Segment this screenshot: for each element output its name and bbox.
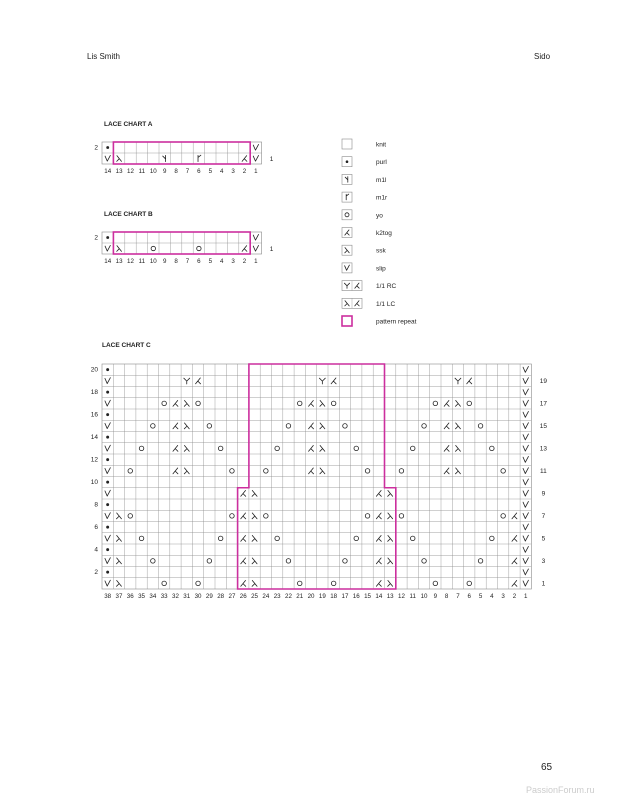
legend-label: purl [376, 159, 387, 167]
legend-item-m1l [342, 174, 387, 184]
legend-item-purl [342, 157, 387, 167]
stitch-number: 1 [254, 258, 258, 265]
row-label-right: 1 [269, 156, 274, 163]
stitch-number: 12 [398, 593, 405, 600]
symbol-purl [106, 458, 109, 461]
stitch-number: 3 [231, 258, 235, 265]
symbol-purl [106, 413, 109, 416]
purl-dot [346, 160, 349, 163]
row-label-left: 6 [94, 524, 98, 531]
legend-item-rc [342, 281, 397, 291]
legend-item-ssk [342, 245, 387, 255]
stitch-number: 28 [217, 593, 225, 600]
legend-label: m1l [376, 176, 387, 184]
stitch-number: 9 [162, 168, 167, 175]
legend-item-m1r [342, 192, 388, 202]
stitch-number: 6 [197, 258, 201, 265]
stitch-number: 13 [115, 168, 123, 175]
row-label-left: 18 [90, 389, 98, 396]
stitch-number: 4 [219, 258, 224, 265]
row-label-left: 2 [94, 234, 98, 242]
legend-item-slip [342, 263, 386, 273]
row-label-right: 11 [540, 467, 547, 475]
lace-chart-c [91, 364, 548, 600]
stitch-number: 15 [364, 593, 371, 600]
symbol-purl [106, 503, 109, 506]
author-name: Lis Smith [87, 52, 120, 61]
stitch-number: 37 [115, 593, 123, 600]
legend-label: slip [376, 265, 386, 273]
symbol-purl [346, 160, 349, 163]
row-label-right: 19 [539, 377, 548, 385]
stitch-number: 2 [512, 593, 517, 600]
row-label-right: 7 [541, 512, 546, 520]
legend-label: k2tog [376, 230, 392, 237]
stitch-number: 2 [242, 258, 247, 265]
stitch-number: 4 [490, 593, 494, 600]
legend-item-repeat [342, 316, 417, 326]
page-number: 65 [541, 762, 553, 773]
stitch-number: 32 [172, 593, 179, 600]
symbol-purl [106, 548, 109, 551]
row-label-left: 20 [90, 366, 98, 374]
row-label-right: 17 [539, 400, 548, 408]
row-label-left: 4 [94, 546, 98, 554]
purl-dot [106, 146, 109, 149]
purl-dot [106, 526, 109, 529]
symbol-purl [106, 436, 109, 439]
legend-label: 1/1 RC [376, 283, 397, 291]
row-label-left: 2 [94, 569, 98, 576]
stitch-number: 27 [228, 593, 236, 600]
stitch-number: 33 [160, 593, 168, 600]
purl-dot [106, 503, 109, 506]
stitch-number: 1 [254, 168, 258, 175]
stitch-number: 19 [318, 593, 326, 600]
stitch-number: 10 [149, 168, 157, 175]
stitch-number: 7 [456, 593, 460, 600]
watermark: PassionForum.ru [526, 785, 595, 795]
chart-b-title: LACE CHART B [104, 211, 153, 218]
stitch-number: 8 [174, 168, 178, 175]
stitch-number: 8 [444, 593, 449, 600]
stitch-number: 18 [330, 593, 338, 600]
purl-dot [106, 458, 109, 461]
row-label-right: 15 [539, 422, 548, 430]
stitch-number: 13 [386, 593, 394, 600]
stitch-number: 4 [219, 168, 224, 175]
row-label-left: 14 [90, 434, 98, 441]
row-label-left: 12 [90, 456, 98, 464]
stitch-number: 11 [409, 593, 416, 600]
stitch-number: 31 [183, 593, 191, 600]
stitch-number: 5 [208, 258, 213, 265]
stitch-number: 14 [104, 168, 112, 175]
stitch-number: 5 [478, 593, 483, 600]
stitch-number: 11 [138, 258, 146, 265]
stitch-number: 1 [524, 593, 528, 600]
chart-a-title: LACE CHART A [104, 121, 153, 128]
symbol-purl [106, 368, 109, 371]
purl-dot [106, 236, 109, 239]
row-label-right: 1 [541, 580, 546, 588]
legend-swatch [342, 192, 352, 202]
purl-dot [106, 481, 109, 484]
row-label-left: 2 [94, 144, 98, 152]
stitch-number: 35 [138, 593, 145, 600]
lace-chart-a [94, 142, 273, 175]
stitch-number: 9 [162, 258, 167, 265]
row-label-right: 9 [541, 490, 546, 498]
stitch-number: 2 [242, 168, 247, 175]
stitch-number: 8 [174, 258, 178, 265]
legend [342, 139, 417, 326]
stitch-number: 34 [149, 593, 157, 600]
symbol-purl [106, 391, 109, 394]
symbol-purl [106, 146, 109, 149]
stitch-number: 3 [501, 593, 505, 600]
stitch-number: 14 [375, 593, 383, 600]
stitch-number: 7 [185, 258, 190, 265]
legend-item-lc [342, 298, 395, 308]
symbol-purl [106, 236, 109, 239]
stitch-number: 36 [126, 593, 134, 600]
row-label-right: 1 [269, 246, 274, 253]
stitch-number: 26 [239, 593, 247, 600]
row-label-right: 5 [541, 535, 546, 543]
stitch-number: 5 [208, 168, 213, 175]
symbol-purl [106, 481, 109, 484]
legend-swatch [342, 263, 352, 273]
stitch-number: 25 [251, 593, 258, 600]
stitch-number: 17 [341, 593, 349, 600]
stitch-number: 6 [197, 168, 201, 175]
legend-label: pattern repeat [376, 318, 417, 326]
legend-item-knit [342, 139, 386, 149]
stitch-number: 22 [285, 593, 292, 600]
row-label-left: 10 [90, 479, 98, 486]
stitch-number: 30 [194, 593, 202, 600]
stitch-number: 14 [104, 258, 112, 265]
stitch-number: 12 [127, 168, 134, 175]
legend-label: 1/1 LC [376, 300, 396, 308]
stitch-number: 12 [127, 258, 134, 265]
stitch-number: 10 [420, 593, 428, 600]
stitch-number: 3 [231, 168, 235, 175]
purl-dot [106, 436, 109, 439]
stitch-number: 9 [433, 593, 438, 600]
purl-dot [106, 368, 109, 371]
row-label-left: 8 [94, 501, 98, 509]
pattern-title: Sido [534, 52, 551, 61]
purl-dot [106, 571, 109, 574]
stitch-number: 24 [262, 593, 270, 600]
stitch-number: 13 [115, 258, 123, 265]
stitch-number: 20 [307, 593, 315, 600]
stitch-number: 10 [149, 258, 157, 265]
stitch-number: 6 [467, 593, 471, 600]
chart-c-title: LACE CHART C [102, 342, 151, 349]
legend-swatch [342, 210, 352, 220]
legend-swatch [342, 139, 352, 149]
purl-dot [106, 391, 109, 394]
lace-chart-b [94, 232, 273, 265]
stitch-number: 7 [185, 168, 190, 175]
symbol-purl [106, 571, 109, 574]
stitch-number: 16 [352, 593, 360, 600]
symbol-purl [106, 526, 109, 529]
stitch-number: 23 [273, 593, 281, 600]
stitch-number: 38 [104, 593, 112, 600]
legend-label: yo [376, 212, 383, 220]
legend-item-yo [342, 210, 383, 220]
legend-label: m1r [376, 194, 388, 202]
row-label-right: 3 [541, 557, 546, 565]
legend-label: knit [376, 141, 387, 149]
row-label-right: 13 [539, 445, 548, 453]
stitch-number: 29 [205, 593, 213, 600]
stitch-number: 11 [138, 168, 146, 175]
pattern-repeat-swatch [342, 316, 352, 326]
stitch-number: 21 [296, 593, 304, 600]
legend-item-k2tog [342, 228, 392, 238]
legend-label: ssk [376, 247, 386, 255]
purl-dot [106, 413, 109, 416]
purl-dot [106, 548, 109, 551]
row-label-left: 16 [90, 411, 98, 419]
